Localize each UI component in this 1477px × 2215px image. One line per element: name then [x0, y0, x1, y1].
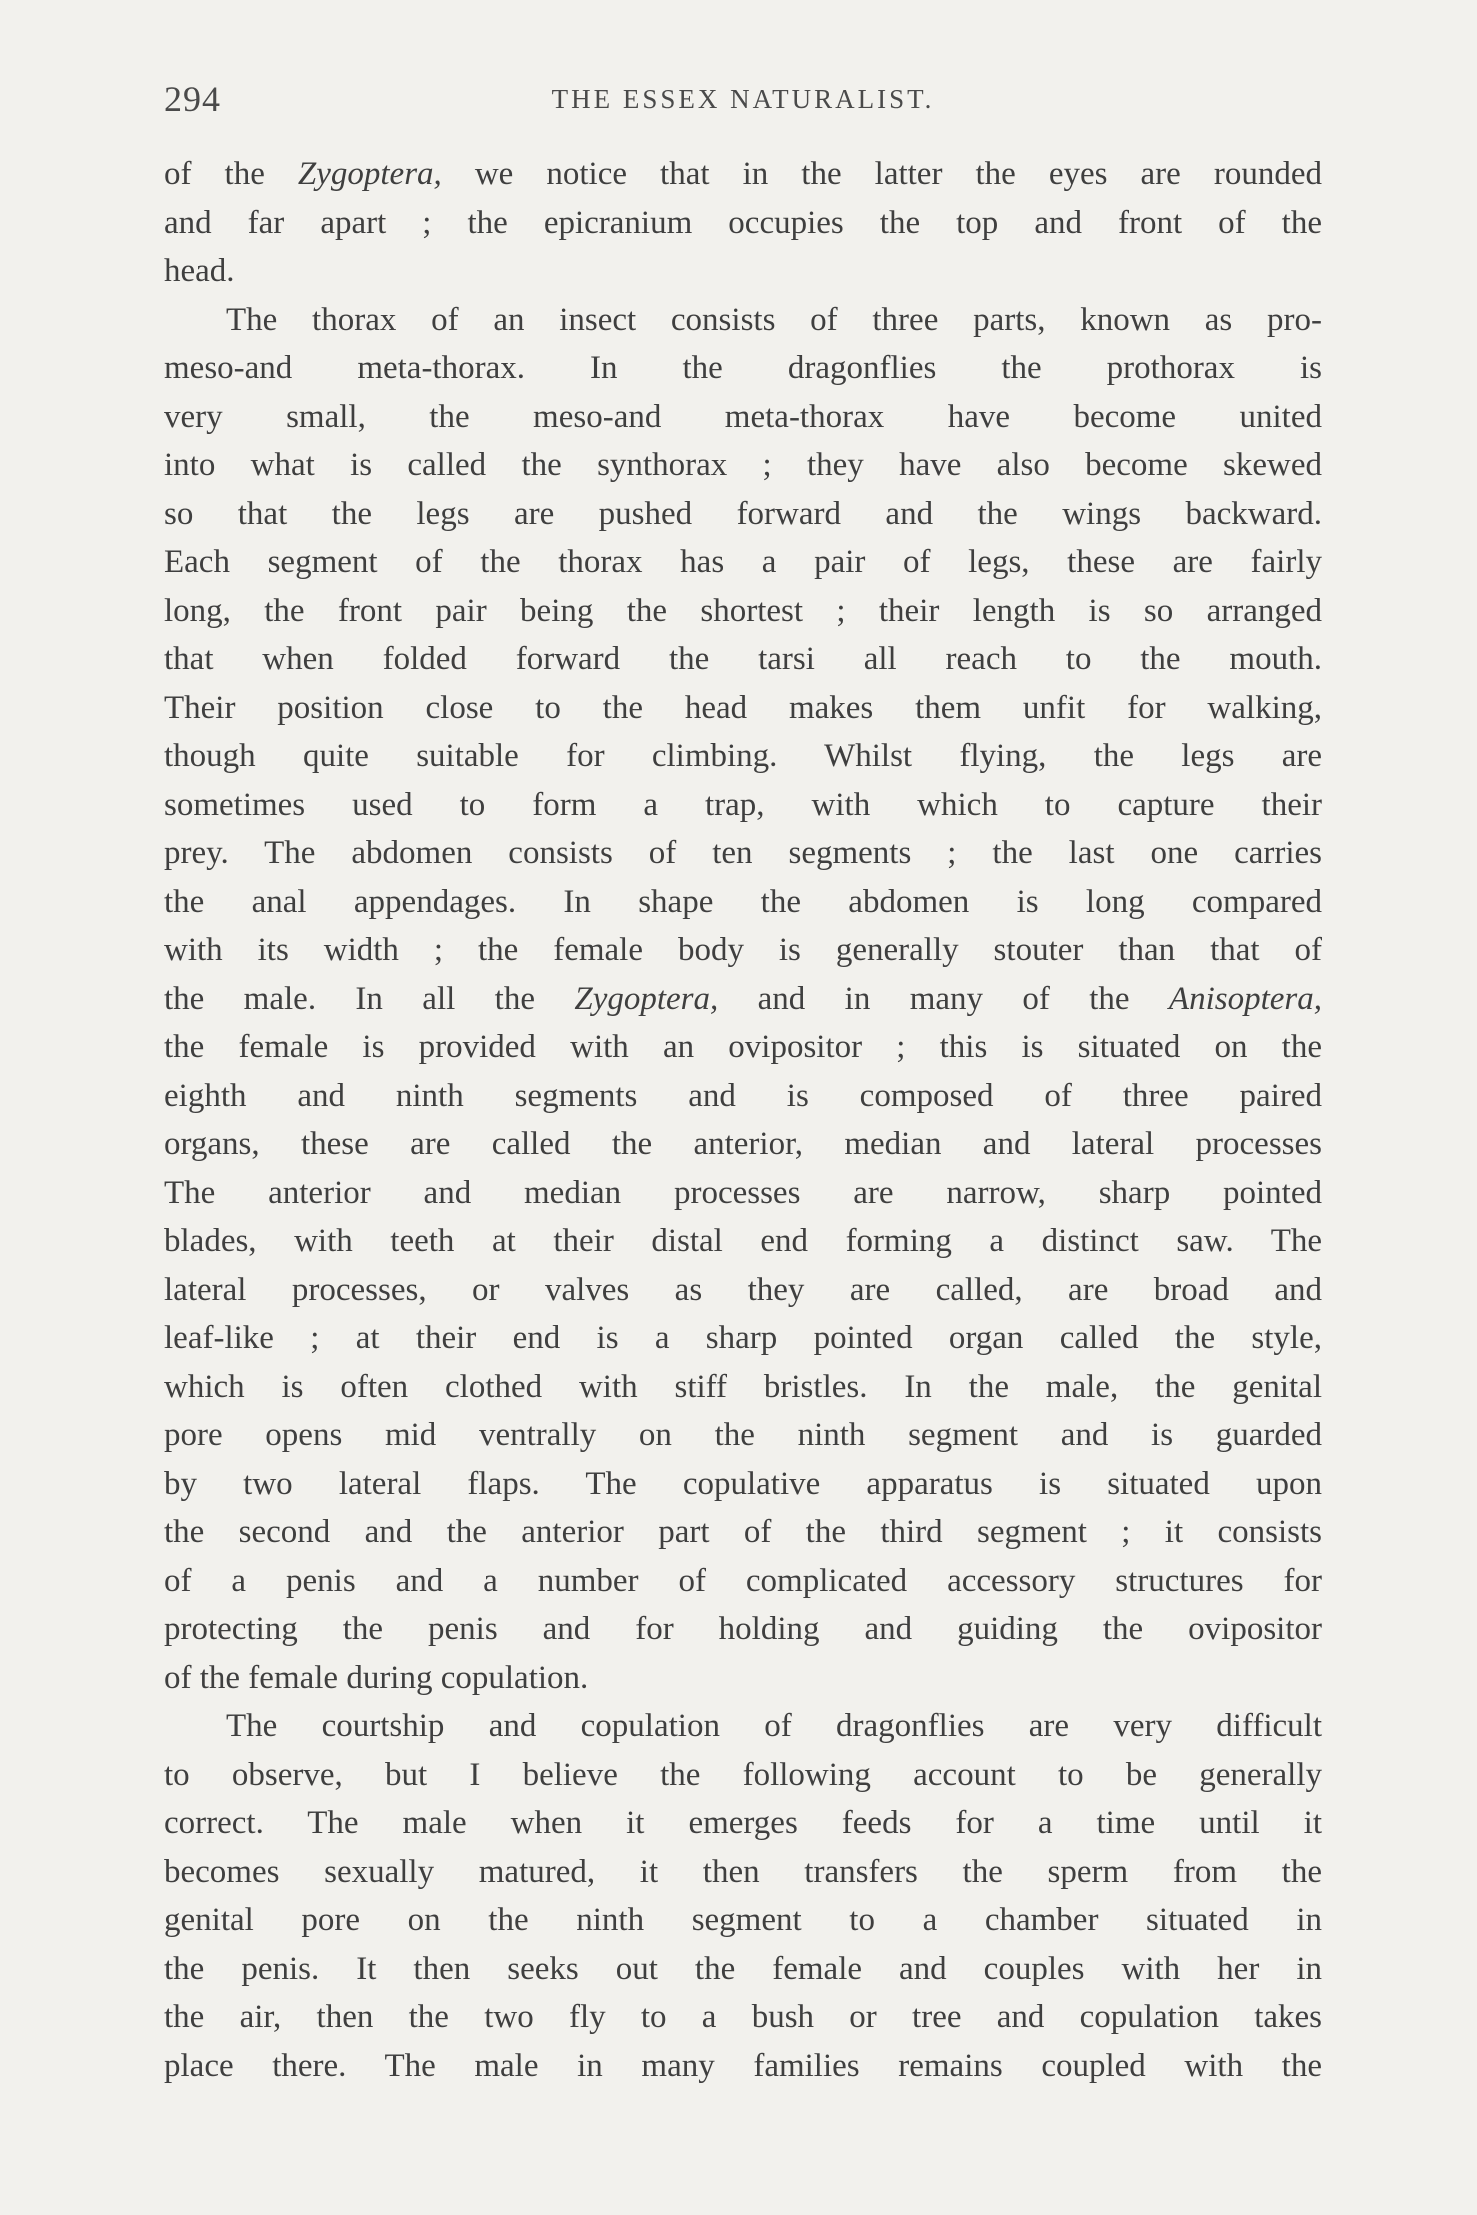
- text-line: with its width ; the female body is generally stouter than that of: [164, 932, 1322, 968]
- text-line: the anal appendages. In shape the abdomen is long compared: [164, 883, 1322, 920]
- text-line: The courtship and copulation of dragonflies are very difficult: [226, 1708, 1322, 1744]
- text-line: eighth and ninth segments and is composed of three paired: [164, 1077, 1322, 1114]
- taxon-name: Anisoptera,: [1168, 980, 1322, 1017]
- text-line: lateral processes, or valves as they are called, are broad and: [164, 1271, 1322, 1308]
- text-line: of the female during copulation.: [164, 1659, 589, 1696]
- text-line: the penis. It then seeks out the female and couples with her in: [164, 1950, 1322, 1987]
- body-text: [164, 150, 1322, 2090]
- text-line: so that the legs are pushed forward and the wings backward.: [164, 495, 1322, 532]
- text-line: that when folded forward the tarsi all reach to the mouth.: [164, 641, 1322, 677]
- text-line: The anterior and median processes are narrow, sharp pointed: [164, 1174, 1322, 1211]
- text-line: head.: [164, 253, 235, 289]
- text-line: long, the front pair being the shortest ; their length is so arranged: [164, 592, 1322, 629]
- text-line: the female is provided with an ovipositor ; this is situated on the: [164, 1029, 1322, 1065]
- text-line: by two lateral flaps. The copulative apparatus is situated upon: [164, 1465, 1322, 1502]
- taxon-name: Zygoptera,: [297, 156, 442, 192]
- text-line: genital pore on the ninth segment to a chamber situated in: [164, 1902, 1322, 1938]
- text-line: leaf-like ; at their end is a sharp pointed organ called the style,: [164, 1320, 1322, 1356]
- text-line: sometimes used to form a trap, with which to capture their: [164, 786, 1322, 823]
- text-line: pore opens mid ventrally on the ninth segment and is guarded: [164, 1417, 1322, 1453]
- text-line: protecting the penis and for holding and guiding the ovipositor: [164, 1611, 1322, 1647]
- text-line: becomes sexually matured, it then transfers the sperm from the: [164, 1853, 1322, 1890]
- text-line: Their position close to the head makes them unfit for walking,: [164, 689, 1322, 726]
- text-line: very small, the meso-and meta-thorax have become united: [164, 398, 1322, 435]
- text-line: the male. In all the Zygoptera, and in many of the Anisoptera,: [164, 980, 1322, 1017]
- text-line: and far apart ; the epicranium occupies the top and front of the: [164, 204, 1322, 241]
- taxon-name: Zygoptera,: [574, 980, 719, 1017]
- text-line: the air, then the two fly to a bush or tree and copulation takes: [164, 1999, 1322, 2035]
- text-line: The thorax of an insect consists of three parts, known as pro-: [226, 301, 1322, 338]
- text-line: of the Zygoptera, we notice that in the latter the eyes are rounded: [164, 156, 1322, 192]
- text-line: though quite suitable for climbing. Whilst flying, the legs are: [164, 738, 1322, 774]
- text-line: which is often clothed with stiff bristles. In the male, the genital: [164, 1368, 1322, 1405]
- text-line: of a penis and a number of complicated accessory structures for: [164, 1562, 1322, 1599]
- text-line: meso-and meta-thorax. In the dragonflies the prothorax is: [164, 350, 1322, 386]
- running-head: [164, 78, 1322, 122]
- text-line: blades, with teeth at their distal end forming a distinct saw. The: [164, 1223, 1322, 1259]
- text-line: place there. The male in many families remains coupled with the: [164, 2047, 1322, 2084]
- text-line: correct. The male when it emerges feeds for a time until it: [164, 1805, 1322, 1841]
- running-title: THE ESSEX NATURALIST.: [551, 84, 935, 114]
- text-line: the second and the anterior part of the third segment ; it consists: [164, 1514, 1322, 1550]
- text-line: organs, these are called the anterior, median and lateral processes: [164, 1126, 1322, 1162]
- text-line: Each segment of the thorax has a pair of legs, these are fairly: [164, 544, 1322, 580]
- text-line: prey. The abdomen consists of ten segments ; the last one carries: [164, 835, 1322, 871]
- text-line: into what is called the synthorax ; they have also become skewed: [164, 447, 1322, 483]
- text-line: to observe, but I believe the following account to be generally: [164, 1756, 1322, 1793]
- page-number: 294: [164, 79, 221, 119]
